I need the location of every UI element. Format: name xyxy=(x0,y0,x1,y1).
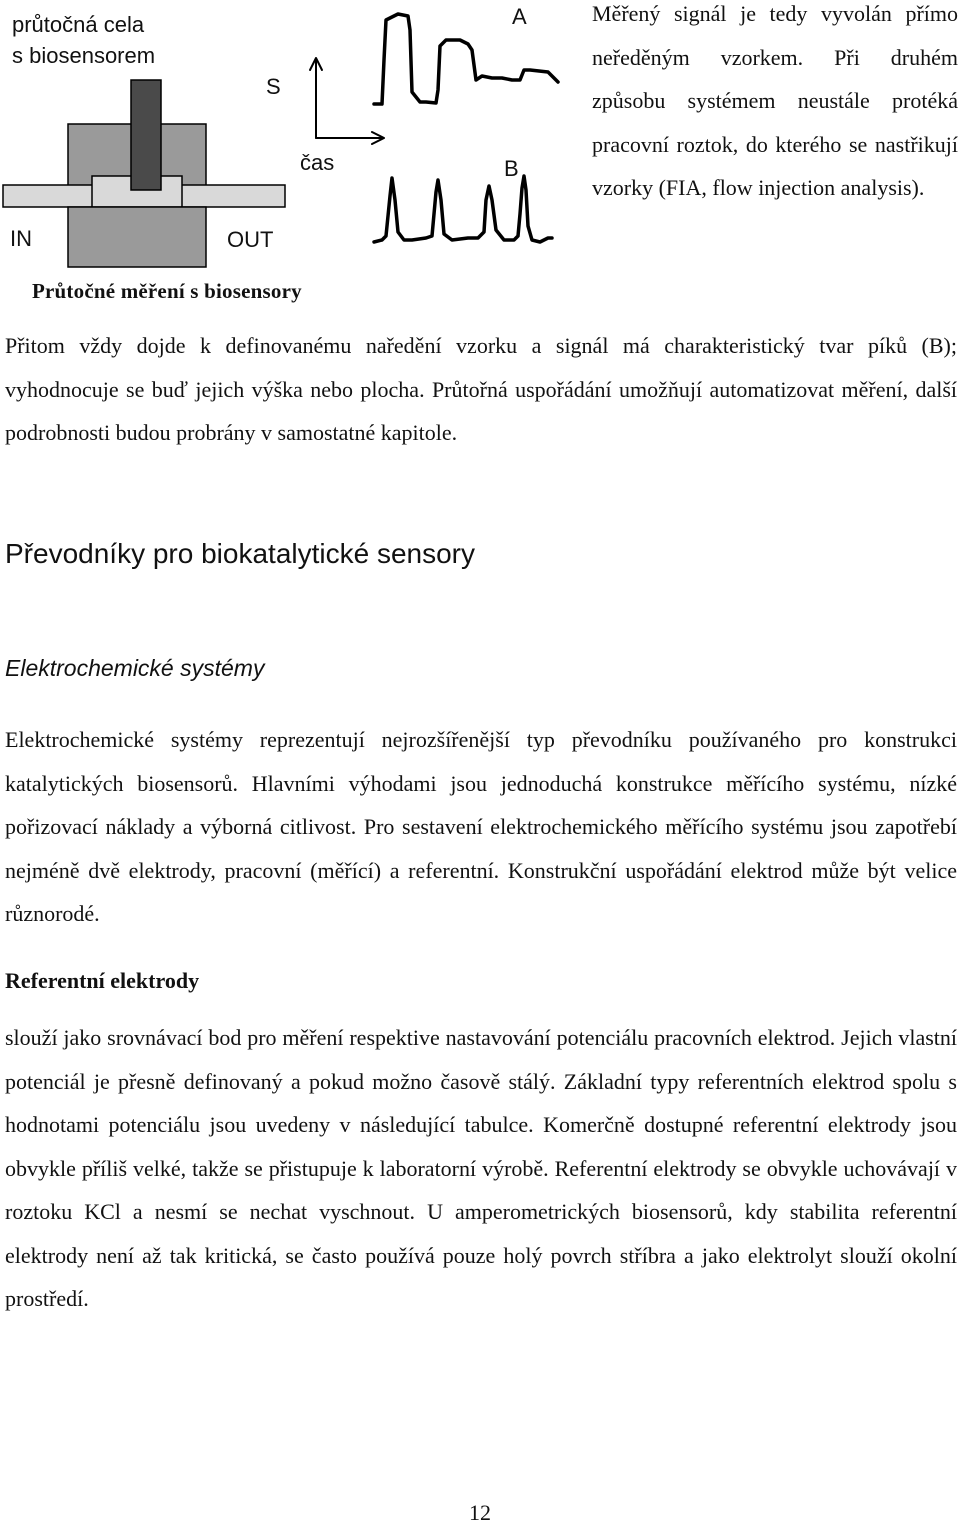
trace-a-line xyxy=(374,14,558,104)
paragraph-reference-electrodes: slouží jako srovnávací bod pro měření respektive nastavování potenciálu pracovních elektrod. Jejich vlastní potenciál je přesně definovaný a pokud možno časově stálý. Základní typy referentních elektrod spolu s hodnotami potenciálu jsou uvedeny v následující tabulce. Komerčně dostupné referentní elektrody jsou obvykle příliš velké, takže se přistupuje k laboratorní výrobě. Referentní elektrody se obvykle uchovávají v roztoku KCl a nesmí se nechat vyschnout. U amperometrických biosensorů, kdy stabilita referentní elektrody není až tak kritická, se často používá pouze holý povrch stříbra a jako elektrolyt slouží okolní prostředí. xyxy=(5,1025,957,1311)
page-number: 12 xyxy=(469,1500,491,1525)
section-heading: Převodníky pro biokatalytické sensory xyxy=(5,538,475,569)
trace-b-label: B xyxy=(504,156,519,181)
axes-arrow xyxy=(310,58,384,144)
out-label: OUT xyxy=(227,227,274,252)
figure-caption: Průtočné měření s biosensory xyxy=(32,279,302,303)
s-axis-label: S xyxy=(266,74,281,99)
biosensor-electrode xyxy=(131,80,161,190)
trace-b-line xyxy=(374,176,552,242)
subsection-heading: Elektrochemické systémy xyxy=(5,655,265,681)
signal-traces xyxy=(286,0,576,260)
reference-electrodes-heading: Referentní elektrody xyxy=(5,968,200,993)
paragraph-fia: Přitom vždy dojde k definovanému naředění vzorku a signál má charakteristický tvar píků (B); vyhodnocuje se buď jejich výška nebo plocha. Průtořná uspořádání umožňují automatizovat měření, další podrobnosti budou probrány v samostatné kapitole. xyxy=(5,333,957,445)
paragraph-electrochemical: Elektrochemické systémy reprezentují nejrozšířenější typ převodníku používaného pro konstrukci katalytických biosensorů. Hlavními výhodami jsou jednoduchá konstrukce měřícího systému, nízké pořizovací náklady a výborná citlivost. Pro sestavení elektrochemického měřícího systému jsou zapotřebí nejméně dvě elektrody, pracovní (měřící) a referentní. Konstrukční uspořádání elektrod může být velice různorodé. xyxy=(5,727,957,926)
time-axis-label: čas xyxy=(300,150,335,175)
cell-title-line2: s biosensorem xyxy=(12,43,156,68)
cell-title-line1: průtočná cela xyxy=(12,12,145,37)
cell-lower-block xyxy=(68,207,206,267)
trace-a-label: A xyxy=(512,4,527,29)
in-label: IN xyxy=(10,226,32,251)
side-paragraph: Měřený signál je tedy vyvolán přímo neředěným vzorkem. Při druhém způsobu systémem neustále protéká pracovní roztok, do kterého se nastřikují vzorky (FIA, flow injection analysis). xyxy=(592,1,958,200)
